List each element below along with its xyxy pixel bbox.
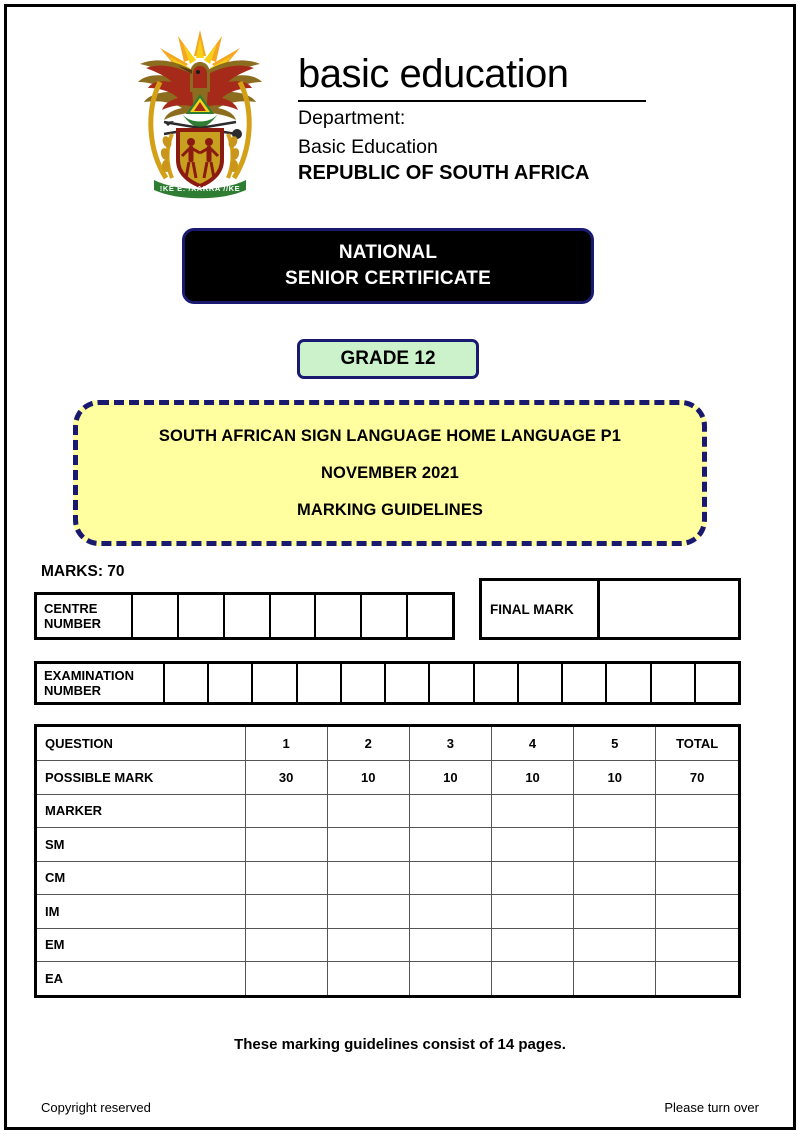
examination-number-cell[interactable] [563, 664, 607, 702]
table-cell[interactable] [656, 828, 738, 862]
table-cell[interactable] [574, 828, 656, 862]
row-label: POSSIBLE MARK [37, 761, 245, 795]
table-cell[interactable] [409, 928, 491, 962]
coat-of-arms-motto: !KE E: /XARRA //KE [159, 184, 241, 193]
table-cell[interactable] [574, 895, 656, 929]
department-line-1: Department: [298, 107, 406, 129]
examination-number-cell[interactable] [519, 664, 563, 702]
table-cell: 10 [491, 761, 573, 795]
document-type: MARKING GUIDELINES [296, 500, 484, 519]
table-cell[interactable] [574, 962, 656, 996]
table-cell[interactable] [656, 928, 738, 962]
examination-number-cell[interactable] [209, 664, 253, 702]
total-marks-label: MARKS: 70 [41, 563, 125, 580]
table-cell: 3 [409, 727, 491, 761]
examination-number-cell[interactable] [430, 664, 474, 702]
department-line-2: Basic Education [298, 135, 438, 158]
table-cell[interactable] [327, 794, 409, 828]
table-cell[interactable] [491, 962, 573, 996]
table-cell: 10 [327, 761, 409, 795]
centre-number-cell[interactable] [316, 595, 362, 637]
examination-number-field[interactable] [34, 661, 741, 705]
table-cell: 10 [574, 761, 656, 795]
table-cell[interactable] [491, 794, 573, 828]
row-label: QUESTION [37, 727, 245, 761]
examination-number-cell[interactable] [652, 664, 696, 702]
document-header [120, 22, 680, 207]
subject-name: SOUTH AFRICAN SIGN LANGUAGE HOME LANGUAGE P1 [158, 426, 622, 445]
centre-number-cell[interactable] [408, 595, 452, 637]
banner-line-2: SENIOR CERTIFICATE [285, 268, 491, 289]
table-cell: 70 [656, 761, 738, 795]
examination-number-label-line-2: NUMBER [44, 683, 102, 698]
page-count-note: These marking guidelines consist of 14 pages. [234, 1036, 566, 1053]
table-cell[interactable] [409, 962, 491, 996]
table-row [37, 962, 738, 996]
examination-number-cell[interactable] [253, 664, 297, 702]
table-cell[interactable] [656, 794, 738, 828]
table-cell: 4 [491, 727, 573, 761]
table-cell[interactable] [245, 928, 327, 962]
examination-number-label [37, 664, 165, 702]
table-cell: 2 [327, 727, 409, 761]
table-cell[interactable] [656, 861, 738, 895]
marks-summary-table [34, 724, 741, 998]
table-row [37, 761, 738, 795]
table-cell[interactable] [491, 861, 573, 895]
table-cell[interactable] [245, 861, 327, 895]
examination-number-label-line-1: EXAMINATION [44, 667, 135, 683]
row-label: SM [37, 828, 245, 862]
table-cell[interactable] [245, 895, 327, 929]
examination-number-cell[interactable] [165, 664, 209, 702]
national-senior-certificate-banner [182, 228, 594, 304]
table-cell[interactable] [491, 895, 573, 929]
turn-over-notice: Please turn over [664, 1100, 759, 1115]
centre-number-label-line-2: NUMBER [44, 616, 102, 631]
table-cell[interactable] [656, 895, 738, 929]
table-cell[interactable] [491, 828, 573, 862]
table-cell: TOTAL [656, 727, 738, 761]
south-african-coat-of-arms-icon [120, 22, 280, 202]
centre-number-cell[interactable] [133, 595, 179, 637]
grade-box [297, 339, 479, 379]
table-row [37, 727, 738, 761]
table-row [37, 928, 738, 962]
table-cell[interactable] [409, 794, 491, 828]
table-row [37, 861, 738, 895]
table-cell[interactable] [574, 794, 656, 828]
row-label: EA [37, 962, 245, 996]
brand-title: basic education [298, 54, 646, 102]
table-cell[interactable] [327, 828, 409, 862]
row-label: CM [37, 861, 245, 895]
table-cell[interactable] [574, 928, 656, 962]
country-line: REPUBLIC OF SOUTH AFRICA [298, 161, 590, 184]
row-label: MARKER [37, 794, 245, 828]
brand-block [298, 22, 680, 185]
table-cell[interactable] [656, 962, 738, 996]
centre-number-cell[interactable] [271, 595, 317, 637]
table-cell[interactable] [327, 895, 409, 929]
table-row [37, 895, 738, 929]
examination-number-cell[interactable] [607, 664, 651, 702]
centre-number-label [37, 595, 133, 637]
subject-title-box [73, 400, 707, 546]
table-cell[interactable] [409, 861, 491, 895]
grade-label: GRADE 12 [340, 348, 436, 369]
examination-number-cell[interactable] [475, 664, 519, 702]
centre-number-cell[interactable] [179, 595, 225, 637]
table-cell[interactable] [409, 895, 491, 929]
centre-number-cell[interactable] [225, 595, 271, 637]
table-cell: 30 [245, 761, 327, 795]
final-mark-label: FINAL MARK [482, 581, 600, 637]
table-row [37, 828, 738, 862]
final-mark-field[interactable] [479, 578, 741, 640]
table-cell[interactable] [409, 828, 491, 862]
table-cell[interactable] [327, 861, 409, 895]
table-cell[interactable] [327, 928, 409, 962]
centre-number-label-line-1: CENTRE [44, 600, 98, 616]
table-cell: 5 [574, 727, 656, 761]
exam-session: NOVEMBER 2021 [321, 463, 459, 482]
centre-number-field[interactable] [34, 592, 455, 640]
table-cell[interactable] [245, 828, 327, 862]
table-cell[interactable] [245, 962, 327, 996]
examination-number-cell[interactable] [342, 664, 386, 702]
table-cell[interactable] [327, 962, 409, 996]
table-cell[interactable] [245, 794, 327, 828]
banner-line-1: NATIONAL [338, 242, 438, 264]
examination-number-cell[interactable] [386, 664, 430, 702]
table-row [37, 794, 738, 828]
examination-number-cell[interactable] [298, 664, 342, 702]
examination-number-cell[interactable] [696, 664, 738, 702]
row-label: EM [37, 928, 245, 962]
table-cell[interactable] [491, 928, 573, 962]
copyright-notice: Copyright reserved [41, 1100, 151, 1115]
table-cell: 1 [245, 727, 327, 761]
row-label: IM [37, 895, 245, 929]
table-cell: 10 [409, 761, 491, 795]
centre-number-cell[interactable] [362, 595, 408, 637]
final-mark-value[interactable] [600, 581, 738, 637]
table-cell[interactable] [574, 861, 656, 895]
